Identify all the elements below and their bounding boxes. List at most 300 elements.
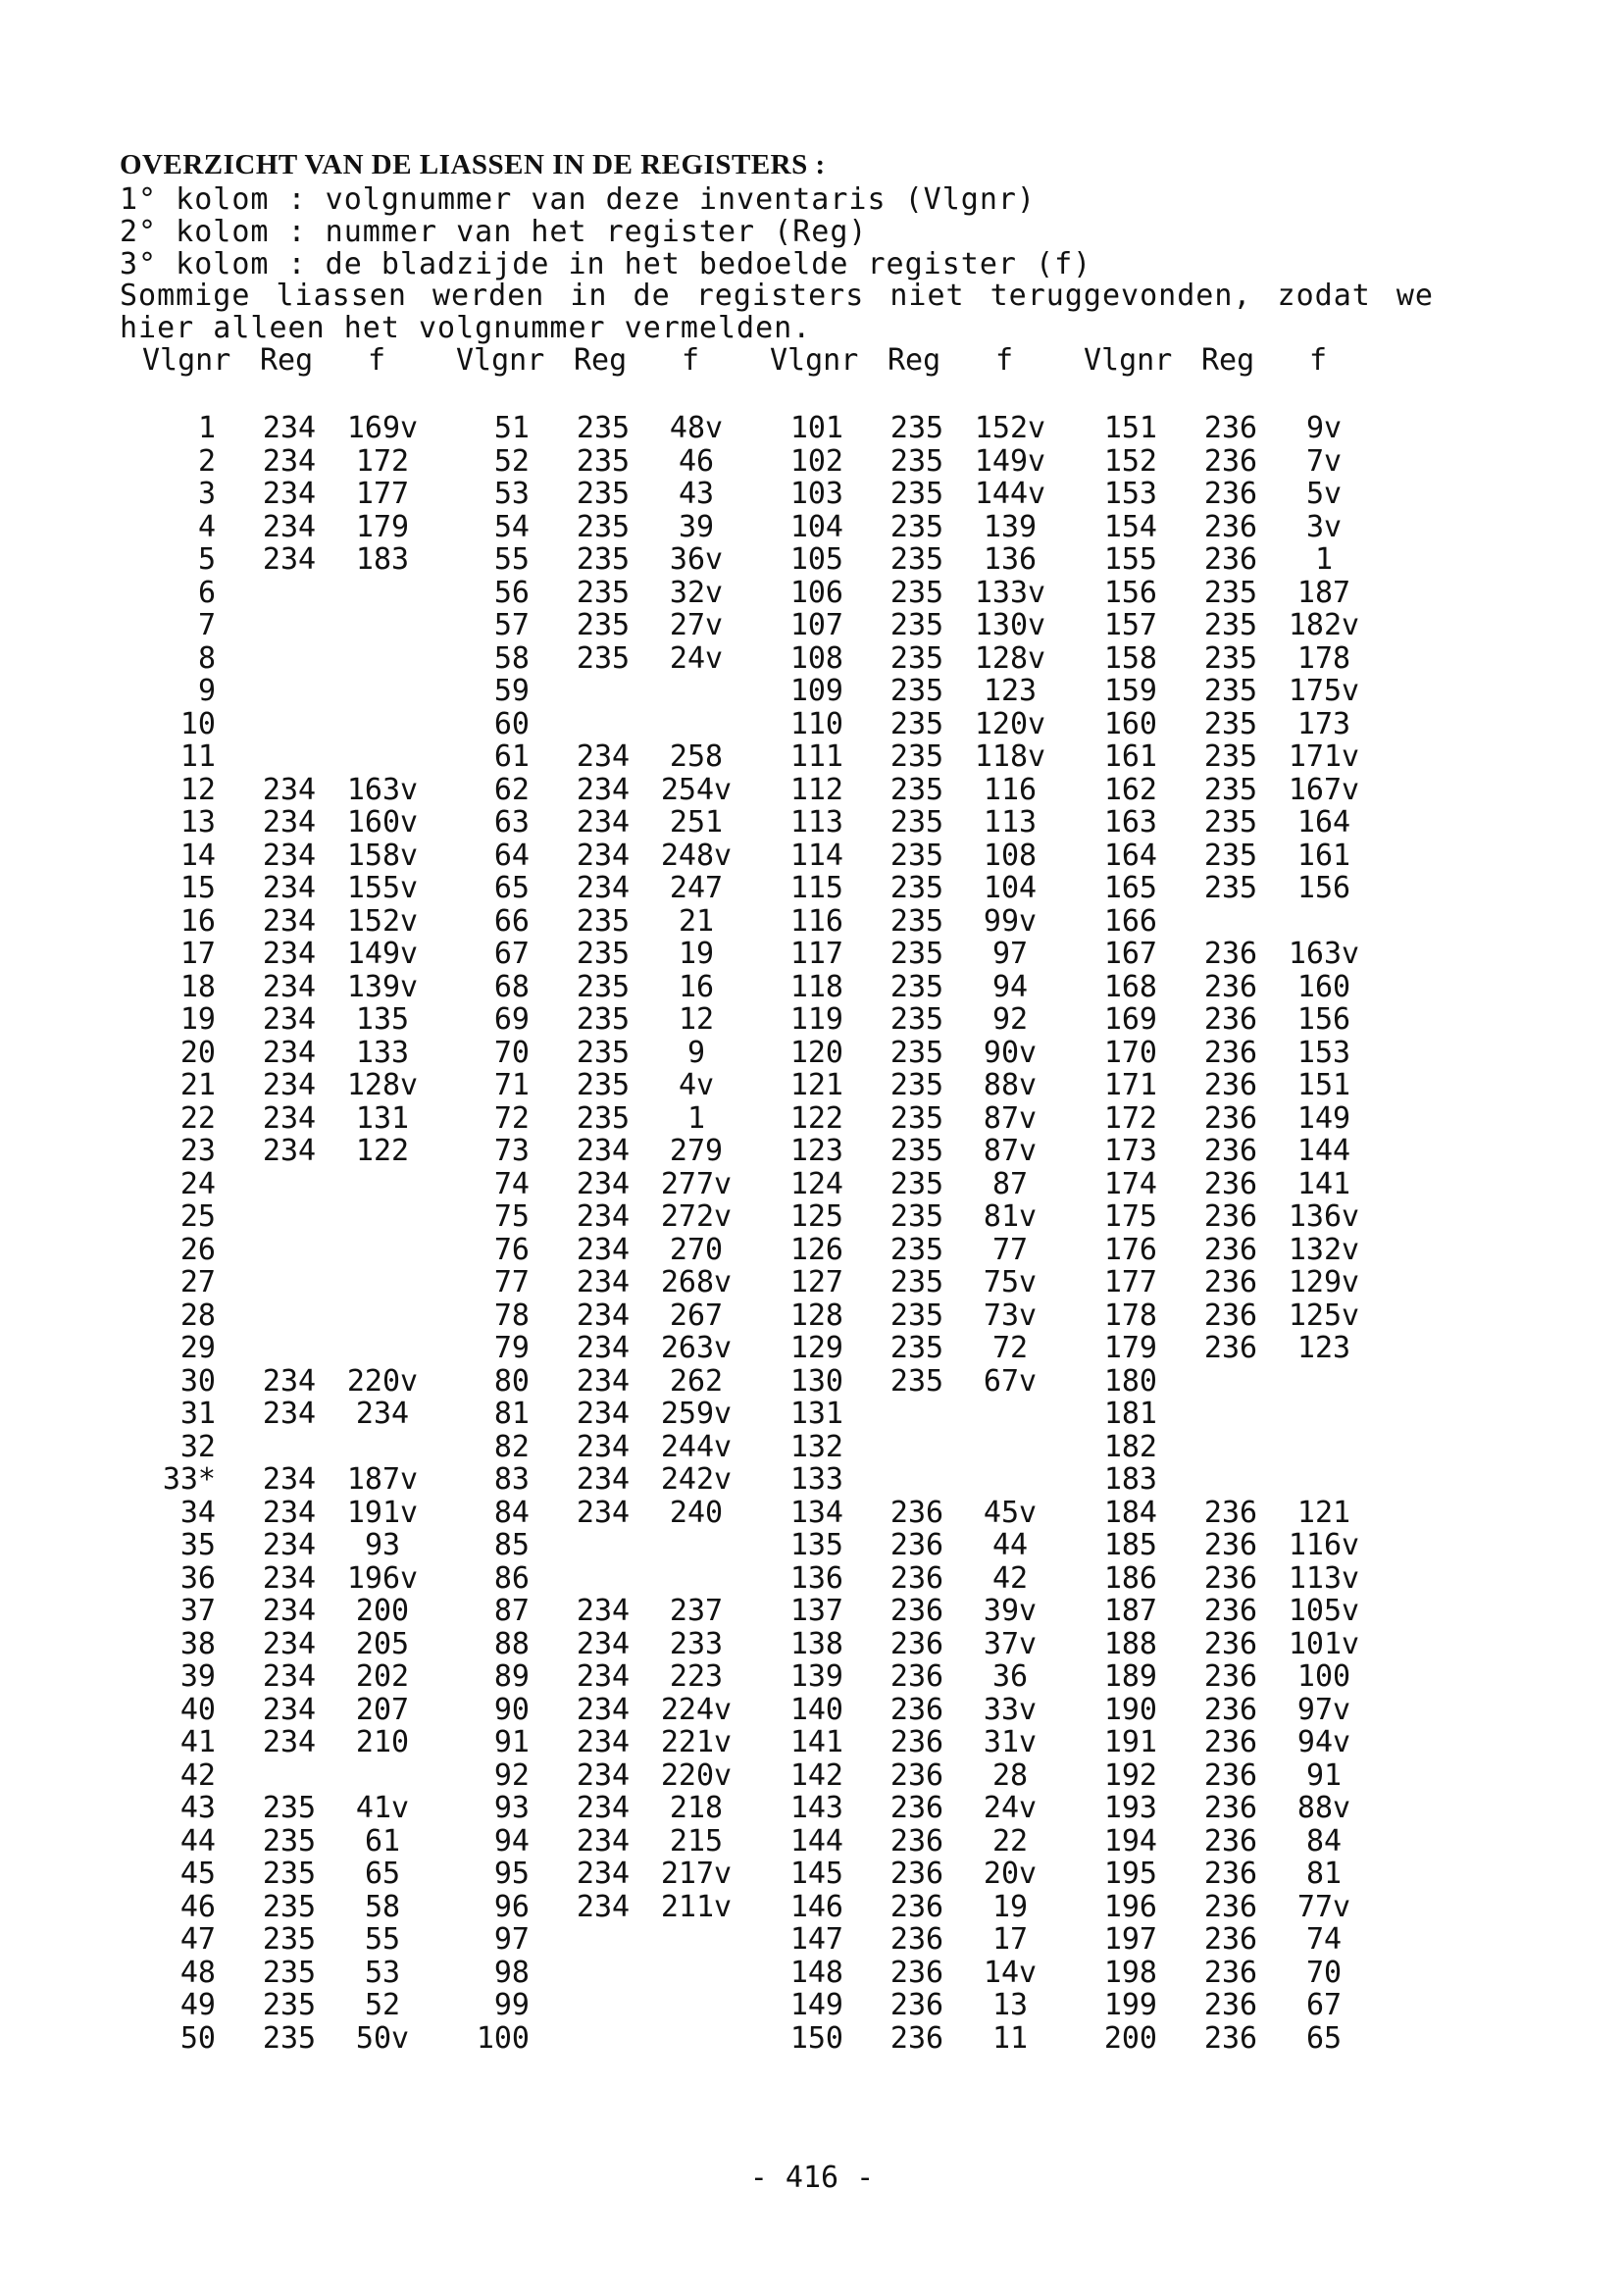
table-cell-f: 45v [983, 1495, 1038, 1530]
table-cell-vlgnr: 33* [162, 1462, 216, 1497]
table-cell-vlgnr: 104 [789, 509, 843, 544]
table-cell-reg: 235 [576, 575, 631, 610]
table-cell-reg: 234 [262, 542, 317, 577]
table-cell-vlgnr: 46 [179, 1889, 216, 1924]
table-cell-vlgnr: 113 [789, 805, 843, 840]
table-cell-f: 163v [1288, 937, 1360, 971]
table-cell-vlgnr: 39 [179, 1659, 216, 1694]
table-cell-f: 24v [669, 640, 724, 676]
table-cell-f: 19 [678, 937, 715, 971]
table-cell-reg: 235 [889, 640, 944, 676]
table-cell-f [961, 1431, 1059, 1464]
table-cell-f [333, 1168, 431, 1201]
table-cell-f: 210 [355, 1725, 410, 1759]
table-cell-f: 156 [1296, 1002, 1351, 1037]
table-cell-reg: 236 [1203, 1725, 1258, 1759]
table-cell-reg: 235 [262, 1922, 317, 1957]
table-cell-reg: 236 [1203, 1265, 1258, 1299]
table-cell-reg: 235 [889, 1002, 944, 1037]
table-cell-f [333, 1234, 431, 1267]
table-cell-f: 211v [660, 1889, 733, 1924]
table-cell-reg: 236 [889, 1889, 944, 1924]
table-cell-reg: 235 [889, 509, 944, 544]
table-cell-vlgnr: 120 [789, 1035, 843, 1070]
table-cell-f: 136v [1288, 1199, 1360, 1234]
table-cell-f: 116 [983, 772, 1038, 807]
table-cell-reg [250, 1431, 329, 1464]
table-cell-vlgnr: 2 [197, 443, 216, 479]
table-cell-reg: 234 [262, 805, 317, 840]
table-cell-reg: 235 [576, 411, 631, 445]
table-cell-reg: 234 [262, 477, 317, 511]
table-cell-reg: 235 [262, 2020, 317, 2056]
table-cell-vlgnr: 125 [789, 1199, 843, 1234]
table-cell-reg: 235 [262, 1791, 317, 1825]
table-cell-f: 24v [983, 1791, 1038, 1825]
table-cell-vlgnr: 40 [179, 1692, 216, 1727]
table-cell-reg [878, 1431, 956, 1464]
table-cell-f: 263v [660, 1331, 733, 1365]
table-cell-reg [250, 1200, 329, 1234]
table-cell-reg: 236 [889, 1988, 944, 2022]
table-cell-vlgnr: 157 [1103, 608, 1157, 642]
table-cell-vlgnr: 6 [197, 575, 216, 610]
table-cell-f: 1 [1314, 542, 1334, 577]
column-header-f: f [1309, 343, 1328, 378]
table-cell-vlgnr: 121 [789, 1068, 843, 1102]
table-cell-f: 12 [678, 1002, 715, 1037]
table-cell-reg: 236 [1203, 1331, 1258, 1365]
table-cell-f: 167v [1288, 772, 1360, 807]
table-cell-vlgnr: 101 [789, 411, 843, 445]
table-cell-reg: 236 [1203, 1626, 1258, 1661]
table-cell-vlgnr: 133 [789, 1462, 843, 1497]
table-cell-f: 156 [1296, 871, 1351, 905]
table-cell-reg [250, 708, 329, 741]
table-cell-reg [250, 1759, 329, 1793]
table-cell-f: 21 [678, 903, 715, 939]
table-cell-reg: 235 [889, 1134, 944, 1168]
table-cell-f [961, 1463, 1059, 1497]
table-cell-f: 100 [1296, 1659, 1351, 1694]
table-cell-vlgnr: 38 [179, 1626, 216, 1661]
table-cell-vlgnr: 27 [179, 1265, 216, 1299]
table-cell-reg: 235 [889, 1232, 944, 1267]
table-cell-f [333, 675, 431, 708]
table-cell-reg: 234 [576, 1298, 631, 1333]
table-cell-reg [564, 708, 642, 741]
table-cell-f [1275, 1463, 1373, 1497]
table-cell-reg: 234 [262, 1134, 317, 1168]
table-cell-reg: 236 [889, 1560, 944, 1596]
table-cell-f: 104 [983, 871, 1038, 905]
table-cell-f: 120v [974, 706, 1046, 741]
table-cell-vlgnr: 114 [789, 838, 843, 873]
table-cell-f: 139v [346, 969, 419, 1004]
table-cell-f: 1 [686, 1100, 706, 1136]
table-cell-reg: 236 [1203, 1594, 1258, 1628]
table-cell-reg: 235 [262, 1889, 317, 1924]
table-cell-vlgnr: 100 [476, 2020, 530, 2056]
table-cell-f: 92 [991, 1002, 1029, 1037]
table-cell-reg: 235 [889, 1298, 944, 1333]
table-cell-vlgnr: 110 [789, 706, 843, 741]
table-cell-vlgnr: 22 [179, 1100, 216, 1136]
table-cell-reg [1192, 905, 1270, 939]
table-cell-vlgnr: 95 [493, 1857, 530, 1891]
table-cell-f: 87 [991, 1166, 1029, 1201]
table-cell-vlgnr: 61 [493, 739, 530, 774]
table-cell-vlgnr: 69 [493, 1002, 530, 1037]
table-cell-vlgnr: 62 [493, 772, 530, 807]
table-cell-vlgnr: 176 [1103, 1232, 1157, 1267]
table-cell-vlgnr: 29 [179, 1331, 216, 1365]
table-cell-f: 17 [991, 1922, 1029, 1957]
table-cell-vlgnr: 178 [1103, 1298, 1157, 1333]
table-cell-reg: 234 [576, 805, 631, 840]
table-cell-reg: 235 [576, 477, 631, 511]
column-vlgnr-group-4 [1079, 412, 1157, 2055]
table-cell-f: 279 [669, 1134, 724, 1168]
table-cell-f: 177 [355, 477, 410, 511]
table-cell-reg: 235 [889, 838, 944, 873]
table-cell-f: 28 [991, 1757, 1029, 1793]
table-cell-f: 74 [1305, 1922, 1343, 1957]
table-cell-f: 58 [364, 1889, 401, 1924]
table-cell-f: 178 [1296, 640, 1351, 676]
table-cell-vlgnr: 182 [1103, 1429, 1157, 1464]
column-reg-group-2 [564, 412, 642, 2055]
table-cell-reg: 234 [576, 1331, 631, 1365]
table-cell-reg: 234 [576, 1134, 631, 1168]
table-cell-reg: 235 [1203, 838, 1258, 873]
table-cell-f: 160 [1296, 969, 1351, 1004]
table-cell-vlgnr: 177 [1103, 1265, 1157, 1299]
table-cell-reg: 235 [889, 1331, 944, 1365]
table-cell-vlgnr: 130 [789, 1363, 843, 1399]
table-cell-vlgnr: 45 [179, 1857, 216, 1891]
table-cell-reg: 235 [889, 1265, 944, 1299]
table-cell-f: 248v [660, 838, 733, 873]
table-cell-f: 182v [1288, 608, 1360, 642]
table-cell-vlgnr: 26 [179, 1232, 216, 1267]
table-cell-vlgnr: 140 [789, 1692, 843, 1727]
table-cell-vlgnr: 3 [197, 477, 216, 511]
table-cell-vlgnr: 166 [1103, 903, 1157, 939]
table-cell-f: 258 [669, 739, 724, 774]
table-cell-vlgnr: 23 [179, 1134, 216, 1168]
table-cell-vlgnr: 19 [179, 1002, 216, 1037]
table-cell-reg: 235 [1203, 575, 1258, 610]
table-cell-f: 19 [991, 1889, 1029, 1924]
table-cell-reg: 234 [262, 443, 317, 479]
table-cell-reg: 235 [576, 1068, 631, 1102]
intro-line-3: 3° kolom : de bladzijde in het bedoelde register (f) [120, 247, 1092, 281]
table-cell-f: 179 [355, 509, 410, 544]
table-cell-vlgnr: 135 [789, 1528, 843, 1562]
table-cell-reg: 235 [889, 706, 944, 741]
table-cell-reg [250, 577, 329, 610]
table-cell-f: 31v [983, 1725, 1038, 1759]
column-f-group-3 [961, 412, 1059, 2055]
table-cell-f: 48v [669, 411, 724, 445]
table-cell-f: 173 [1296, 706, 1351, 741]
table-cell-vlgnr: 115 [789, 871, 843, 905]
table-cell-vlgnr: 5 [197, 542, 216, 577]
table-cell-reg: 236 [1203, 1791, 1258, 1825]
table-cell-vlgnr: 86 [493, 1560, 530, 1596]
column-reg-group-1 [250, 412, 329, 2055]
table-cell-f: 52 [364, 1988, 401, 2022]
table-cell-reg: 234 [262, 871, 317, 905]
table-cell-vlgnr: 151 [1103, 411, 1157, 445]
table-cell-f: 196v [346, 1560, 419, 1596]
table-cell-vlgnr: 186 [1103, 1560, 1157, 1596]
table-cell-reg: 234 [262, 1363, 317, 1399]
table-cell-vlgnr: 195 [1103, 1857, 1157, 1891]
column-reg-group-3 [878, 412, 956, 2055]
table-cell-vlgnr: 60 [493, 706, 530, 741]
table-cell-reg: 236 [1203, 411, 1258, 445]
table-cell-reg: 236 [1203, 1823, 1258, 1858]
table-cell-reg [250, 740, 329, 774]
table-cell-vlgnr: 10 [179, 706, 216, 741]
table-cell-reg: 236 [1203, 1955, 1258, 1990]
table-cell-vlgnr: 12 [179, 772, 216, 807]
table-cell-f: 270 [669, 1232, 724, 1267]
table-cell-vlgnr: 7 [197, 608, 216, 642]
table-cell-reg [564, 1957, 642, 1990]
table-cell-f: 61 [364, 1823, 401, 1858]
table-cell-reg: 235 [889, 411, 944, 445]
table-cell-vlgnr: 155 [1103, 542, 1157, 577]
table-cell-reg: 235 [1203, 739, 1258, 774]
table-cell-vlgnr: 24 [179, 1166, 216, 1201]
column-f-group-4 [1275, 412, 1373, 2055]
table-cell-reg: 234 [262, 838, 317, 873]
table-cell-reg: 236 [1203, 1560, 1258, 1596]
table-cell-f [333, 577, 431, 610]
table-cell-reg: 235 [576, 969, 631, 1004]
table-cell-vlgnr: 118 [789, 969, 843, 1004]
table-cell-reg: 236 [889, 1823, 944, 1858]
table-cell-f: 9v [1305, 411, 1343, 445]
table-cell-reg: 234 [576, 1594, 631, 1628]
table-cell-f: 171v [1288, 739, 1360, 774]
table-cell-f: 247 [669, 871, 724, 905]
table-cell-f: 141 [1296, 1166, 1351, 1201]
table-cell-f: 116v [1288, 1528, 1360, 1562]
table-cell-reg: 234 [262, 1462, 317, 1497]
table-cell-vlgnr: 97 [493, 1922, 530, 1957]
table-cell-f: 129v [1288, 1265, 1360, 1299]
table-cell-reg: 235 [889, 1100, 944, 1136]
table-cell-reg [878, 1398, 956, 1431]
table-cell-reg: 234 [576, 1692, 631, 1727]
table-cell-f: 22 [991, 1823, 1029, 1858]
table-cell-reg: 235 [889, 1199, 944, 1234]
table-cell-vlgnr: 49 [179, 1988, 216, 2022]
table-cell-f: 97 [991, 937, 1029, 971]
column-header-reg: Reg [574, 343, 628, 378]
table-cell-reg [878, 1463, 956, 1497]
table-cell-vlgnr: 160 [1103, 706, 1157, 741]
table-cell-reg: 234 [576, 838, 631, 873]
table-cell-vlgnr: 148 [789, 1955, 843, 1990]
table-cell-vlgnr: 59 [493, 674, 530, 708]
column-header-vlgnr: Vlgnr [770, 343, 859, 378]
table-cell-vlgnr: 70 [493, 1035, 530, 1070]
table-cell-vlgnr: 163 [1103, 805, 1157, 840]
table-cell-f: 122 [355, 1134, 410, 1168]
table-cell-reg: 236 [1203, 1002, 1258, 1037]
table-cell-vlgnr: 89 [493, 1659, 530, 1694]
table-cell-vlgnr: 172 [1103, 1100, 1157, 1136]
table-cell-f [1275, 1431, 1373, 1464]
table-cell-reg: 235 [576, 1035, 631, 1070]
table-cell-reg: 234 [262, 1002, 317, 1037]
table-cell-f [333, 708, 431, 741]
table-cell-f: 33v [983, 1692, 1038, 1727]
table-cell-reg: 235 [1203, 674, 1258, 708]
table-cell-reg: 234 [576, 1857, 631, 1891]
table-cell-f [333, 1200, 431, 1234]
table-cell-vlgnr: 139 [789, 1659, 843, 1694]
table-cell-reg: 235 [1203, 608, 1258, 642]
table-cell-f: 99v [983, 903, 1038, 939]
table-cell-f: 220v [660, 1757, 733, 1793]
table-cell-reg [1192, 1398, 1270, 1431]
table-cell-f: 81v [983, 1199, 1038, 1234]
table-cell-vlgnr: 154 [1103, 509, 1157, 544]
table-cell-f: 4v [678, 1068, 715, 1102]
table-cell-f: 44 [991, 1528, 1029, 1562]
table-cell-vlgnr: 73 [493, 1134, 530, 1168]
table-cell-reg [564, 1989, 642, 2022]
table-cell-reg: 236 [1203, 1922, 1258, 1957]
table-cell-reg [250, 1168, 329, 1201]
table-cell-f: 215 [669, 1823, 724, 1858]
table-cell-reg: 235 [576, 443, 631, 479]
table-cell-reg: 236 [1203, 1988, 1258, 2022]
table-cell-f: 272v [660, 1199, 733, 1234]
table-cell-vlgnr: 106 [789, 575, 843, 610]
table-cell-f: 254v [660, 772, 733, 807]
table-cell-vlgnr: 56 [493, 575, 530, 610]
table-cell-f [333, 1759, 431, 1793]
table-cell-f: 160v [346, 805, 419, 840]
table-cell-vlgnr: 144 [789, 1823, 843, 1858]
table-cell-reg: 234 [576, 1265, 631, 1299]
table-cell-f: 183 [355, 542, 410, 577]
table-cell-reg: 236 [1203, 1659, 1258, 1694]
table-cell-vlgnr: 71 [493, 1068, 530, 1102]
table-cell-f [333, 1266, 431, 1299]
table-cell-f: 187v [346, 1462, 419, 1497]
table-cell-vlgnr: 63 [493, 805, 530, 840]
table-cell-f: 94v [1296, 1725, 1351, 1759]
table-cell-f: 234 [355, 1397, 410, 1431]
table-cell-reg: 235 [576, 509, 631, 544]
table-cell-reg: 236 [889, 1725, 944, 1759]
table-cell-f: 90v [983, 1035, 1038, 1070]
table-cell-vlgnr: 200 [1103, 2020, 1157, 2056]
table-cell-f: 149 [1296, 1100, 1351, 1136]
table-cell-vlgnr: 161 [1103, 739, 1157, 774]
table-cell-f: 65 [1305, 2020, 1343, 2056]
table-cell-vlgnr: 142 [789, 1757, 843, 1793]
table-cell-reg: 234 [576, 1889, 631, 1924]
table-cell-reg [250, 1299, 329, 1333]
table-cell-vlgnr: 15 [179, 871, 216, 905]
table-cell-f: 20v [983, 1857, 1038, 1891]
table-cell-vlgnr: 123 [789, 1134, 843, 1168]
table-cell-vlgnr: 196 [1103, 1889, 1157, 1924]
table-cell-vlgnr: 171 [1103, 1068, 1157, 1102]
table-cell-f [647, 1957, 745, 1990]
table-cell-vlgnr: 34 [179, 1495, 216, 1530]
page-heading: OVERZICHT VAN DE LIASSEN IN DE REGISTERS : [120, 149, 826, 180]
table-cell-reg: 235 [889, 937, 944, 971]
table-cell-f: 121 [1296, 1495, 1351, 1530]
table-cell-vlgnr: 67 [493, 937, 530, 971]
table-cell-reg: 234 [262, 1035, 317, 1070]
table-cell-vlgnr: 153 [1103, 477, 1157, 511]
table-cell-f: 240 [669, 1495, 724, 1530]
table-cell-vlgnr: 126 [789, 1232, 843, 1267]
table-cell-reg: 234 [262, 509, 317, 544]
table-cell-vlgnr: 44 [179, 1823, 216, 1858]
table-cell-vlgnr: 88 [493, 1626, 530, 1661]
table-cell-reg: 235 [889, 969, 944, 1004]
table-cell-reg: 234 [262, 1068, 317, 1102]
table-cell-vlgnr: 43 [179, 1791, 216, 1825]
table-cell-vlgnr: 181 [1103, 1397, 1157, 1431]
table-cell-f: 151 [1296, 1068, 1351, 1102]
table-cell-reg: 236 [889, 1528, 944, 1562]
table-cell-vlgnr: 42 [179, 1757, 216, 1793]
table-cell-vlgnr: 76 [493, 1232, 530, 1267]
table-cell-vlgnr: 25 [179, 1199, 216, 1234]
table-cell-vlgnr: 58 [493, 640, 530, 676]
table-cell-vlgnr: 180 [1103, 1363, 1157, 1399]
table-cell-reg: 234 [576, 871, 631, 905]
table-cell-f: 169v [346, 411, 419, 445]
table-cell-f: 108 [983, 838, 1038, 873]
table-cell-vlgnr: 129 [789, 1331, 843, 1365]
table-cell-reg: 235 [576, 937, 631, 971]
table-cell-reg: 234 [576, 1626, 631, 1661]
table-cell-vlgnr: 147 [789, 1922, 843, 1957]
table-cell-vlgnr: 99 [493, 1988, 530, 2022]
table-cell-f: 267 [669, 1298, 724, 1333]
table-cell-f: 65 [364, 1857, 401, 1891]
table-cell-f: 132v [1288, 1232, 1360, 1267]
table-cell-vlgnr: 4 [197, 509, 216, 544]
column-header-reg: Reg [888, 343, 941, 378]
table-cell-vlgnr: 82 [493, 1429, 530, 1464]
table-cell-vlgnr: 53 [493, 477, 530, 511]
table-cell-reg: 234 [576, 1363, 631, 1399]
table-cell-reg: 234 [576, 772, 631, 807]
table-cell-reg: 235 [262, 1857, 317, 1891]
table-cell-vlgnr: 137 [789, 1594, 843, 1628]
table-cell-reg: 234 [262, 1100, 317, 1136]
table-cell-f: 153 [1296, 1035, 1351, 1070]
table-cell-reg [564, 1562, 642, 1596]
table-cell-vlgnr: 13 [179, 805, 216, 840]
table-cell-vlgnr: 156 [1103, 575, 1157, 610]
